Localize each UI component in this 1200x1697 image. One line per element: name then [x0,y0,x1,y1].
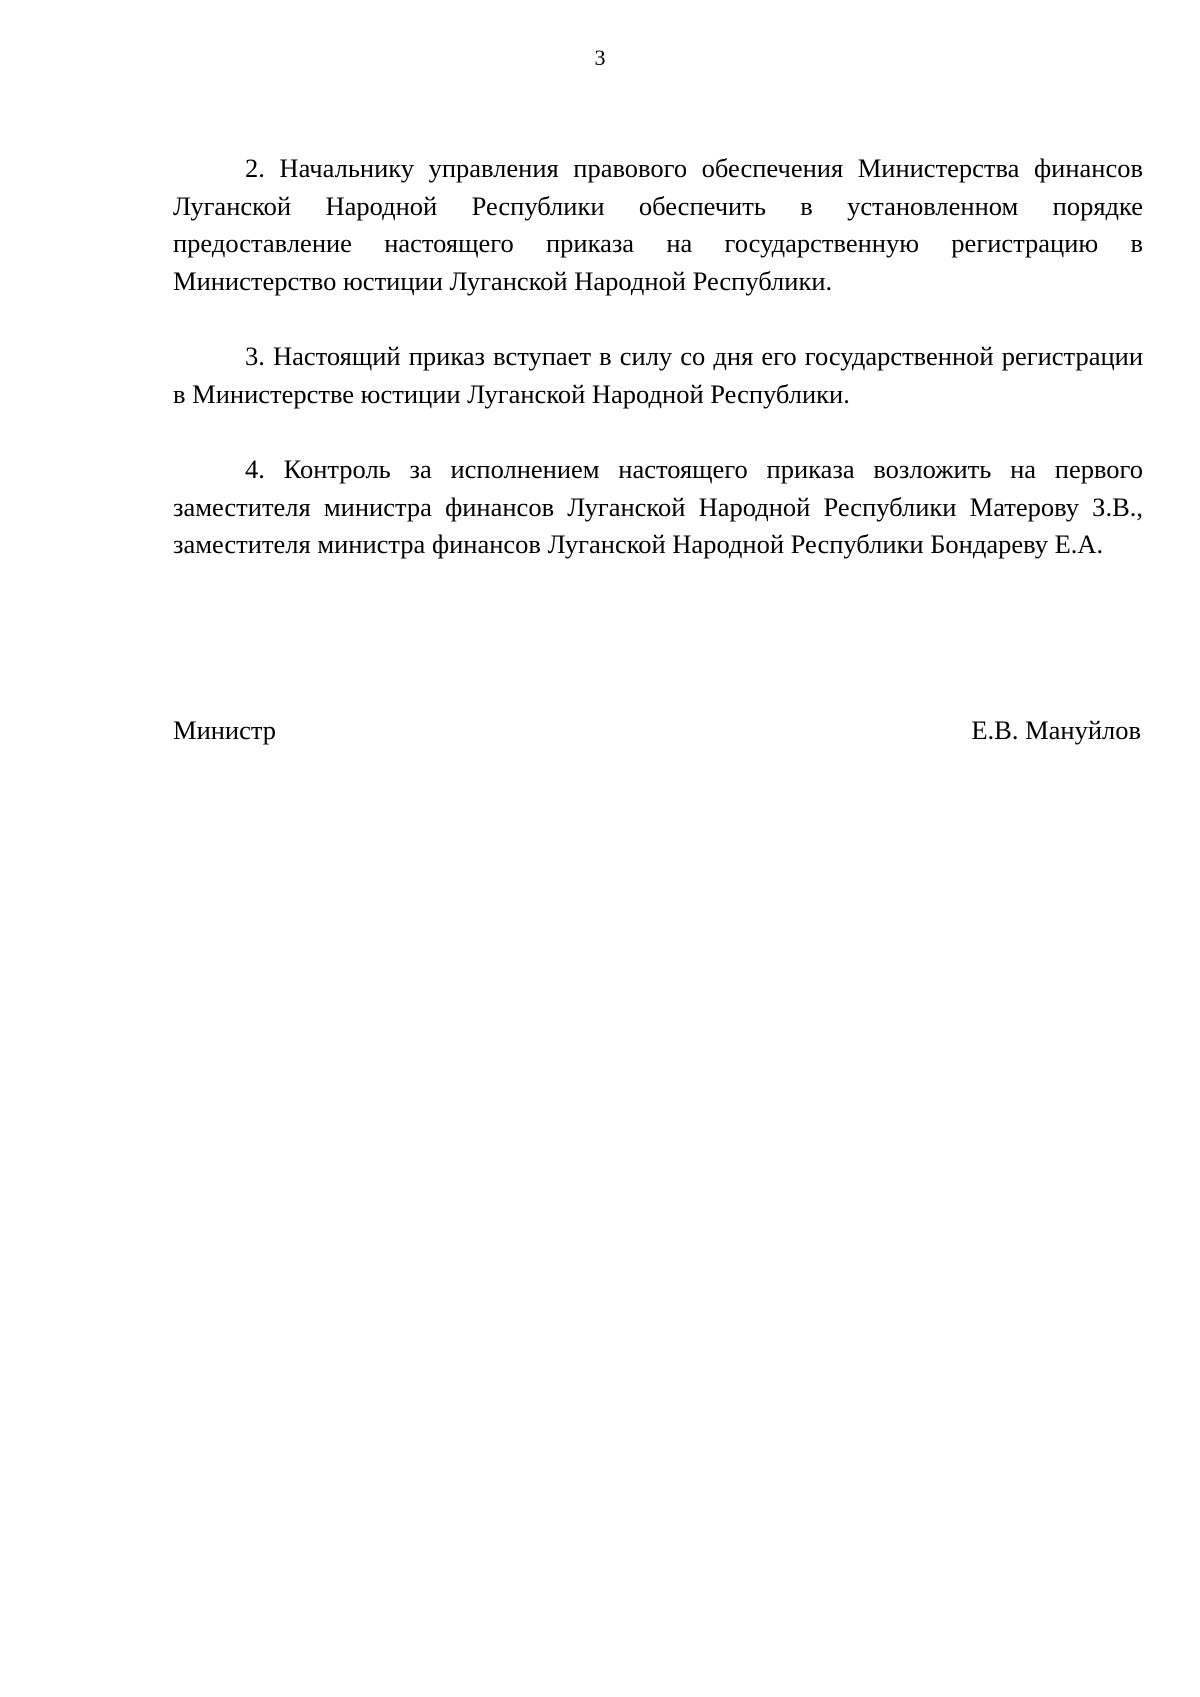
document-body [173,150,1143,564]
page-number: 3 [594,45,606,70]
signatory-position: Министр [173,715,277,745]
paragraph-2: 2. Начальнику управления правового обеспечения Министерства финансов Луганской Народной Республики обеспечить в установленном порядке предоставление настоящего приказа на государственную регистрацию в Министерство юстиции Луганской Народной Республики. [173,153,1143,296]
paragraph-4: 4. Контроль за исполнением настоящего приказа возложить на первого заместителя министра финансов Луганской Народной Республики Матерову З.В., заместителя министра финансов Луганской Народной Республики Бондареву Е.А. [173,454,1143,559]
signature-block [173,712,1141,749]
signatory-name: Е.В. Мануйлов [971,715,1141,745]
paragraph-3: 3. Настоящий приказ вступает в силу со дня его государственной регистрации в Министерстве юстиции Луганской Народной Республики. [173,341,1143,409]
